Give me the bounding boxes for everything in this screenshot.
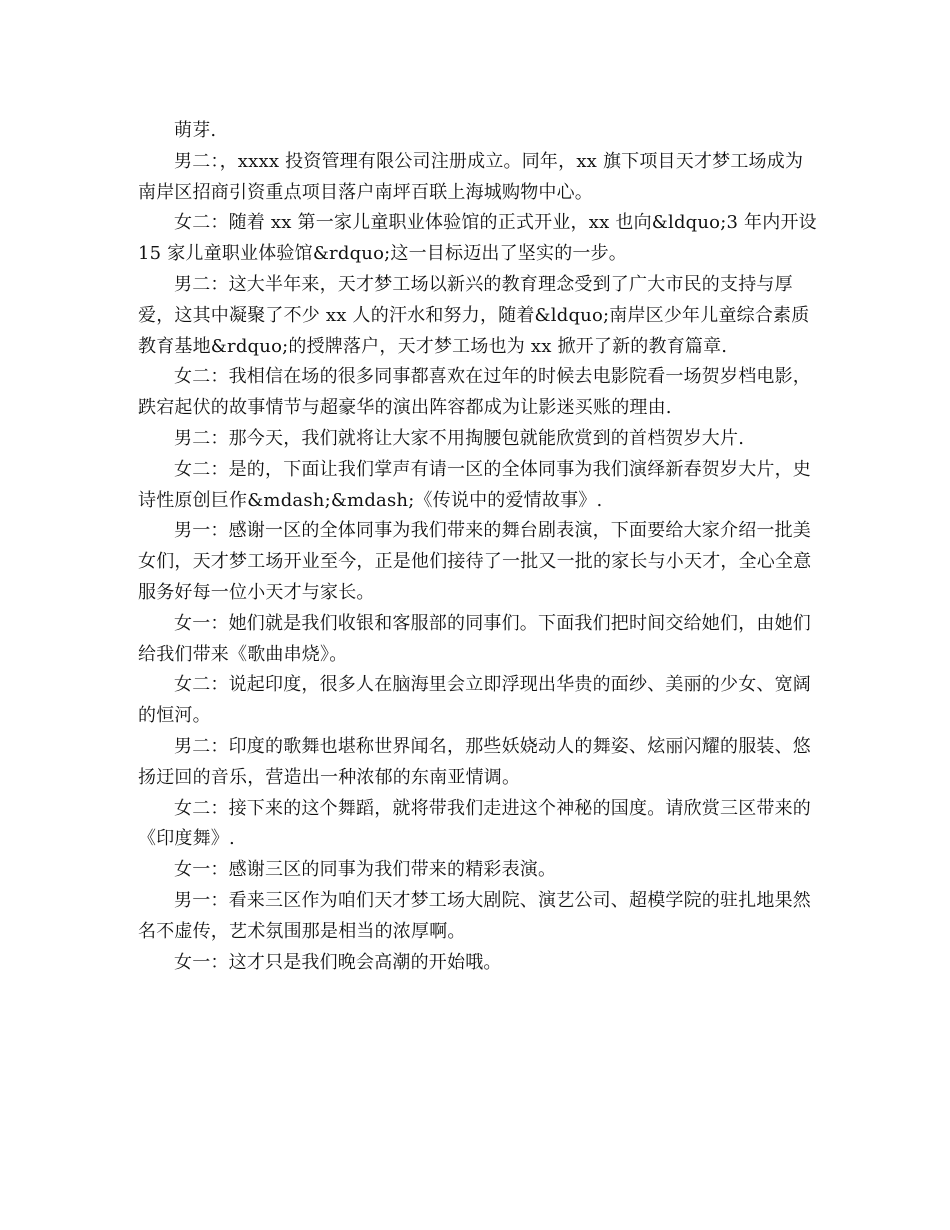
document-body xyxy=(138,116,818,978)
paragraph: 男一：感谢一区的全体同事为我们带来的舞台剧表演，下面要给大家介绍一批美女们，天才梦工场开业至今，正是他们接待了一批又一批的家长与小天才，全心全意服务好每一位小天才与家长。 xyxy=(138,520,812,603)
paragraph: 女二：随着 xx 第一家儿童职业体验馆的正式开业，xx 也向&ldquo;3 年内开设 15 家儿童职业体验馆&rdquo;这一目标迈出了坚实的一步。 xyxy=(138,212,817,265)
paragraph: 男二：那今天，我们就将让大家不用掏腰包就能欣赏到的首档贺岁大片. xyxy=(174,427,745,449)
paragraph: 女二：接下来的这个舞蹈，就将带我们走进这个神秘的国度。请欣赏三区带来的《印度舞》. xyxy=(138,797,811,850)
paragraph: 男二：这大半年来，天才梦工场以新兴的教育理念受到了广大市民的支持与厚爱，这其中凝聚了不少 xx 人的汗水和努力，随着&ldquo;南岸区少年儿童综合素质教育基地&rdquo;的授牌落户，天才梦工场也为 xx 掀开了新的教育篇章. xyxy=(138,273,810,357)
paragraph: 女一：她们就是我们收银和客服部的同事们。下面我们把时间交给她们，由她们给我们带来《歌曲串烧》。 xyxy=(138,612,811,665)
paragraph: 女一：这才只是我们晚会高潮的开始哦。 xyxy=(174,951,502,973)
paragraph: 女二：我相信在场的很多同事都喜欢在过年的时候去电影院看一场贺岁档电影，跌宕起伏的故事情节与超豪华的演出阵容都成为让影迷买账的理由. xyxy=(138,366,811,419)
paragraph: 男二：，xxxx 投资管理有限公司注册成立。同年，xx 旗下项目天才梦工场成为南岸区招商引资重点项目落户南坪百联上海城购物中心。 xyxy=(138,150,804,203)
paragraph: 男一：看来三区作为咱们天才梦工场大剧院、演艺公司、超模学院的驻扎地果然名不虚传，艺术氛围那是相当的浓厚啊。 xyxy=(138,889,811,942)
paragraph: 萌芽. xyxy=(174,120,217,141)
paragraph: 男二：印度的歌舞也堪称世界闻名，那些妖娆动人的舞姿、炫丽闪耀的服装、悠扬迂回的音乐，营造出一种浓郁的东南亚情调。 xyxy=(138,735,811,788)
paragraph: 女二：是的，下面让我们掌声有请一区的全体同事为我们演绎新春贺岁大片，史诗性原创巨作&mdash;&mdash;《传说中的爱情故事》. xyxy=(138,458,811,511)
paragraph: 女二：说起印度，很多人在脑海里会立即浮现出华贵的面纱、美丽的少女、宽阔的恒河。 xyxy=(138,674,811,727)
paragraph: 女一：感谢三区的同事为我们带来的精彩表演。 xyxy=(174,859,557,881)
